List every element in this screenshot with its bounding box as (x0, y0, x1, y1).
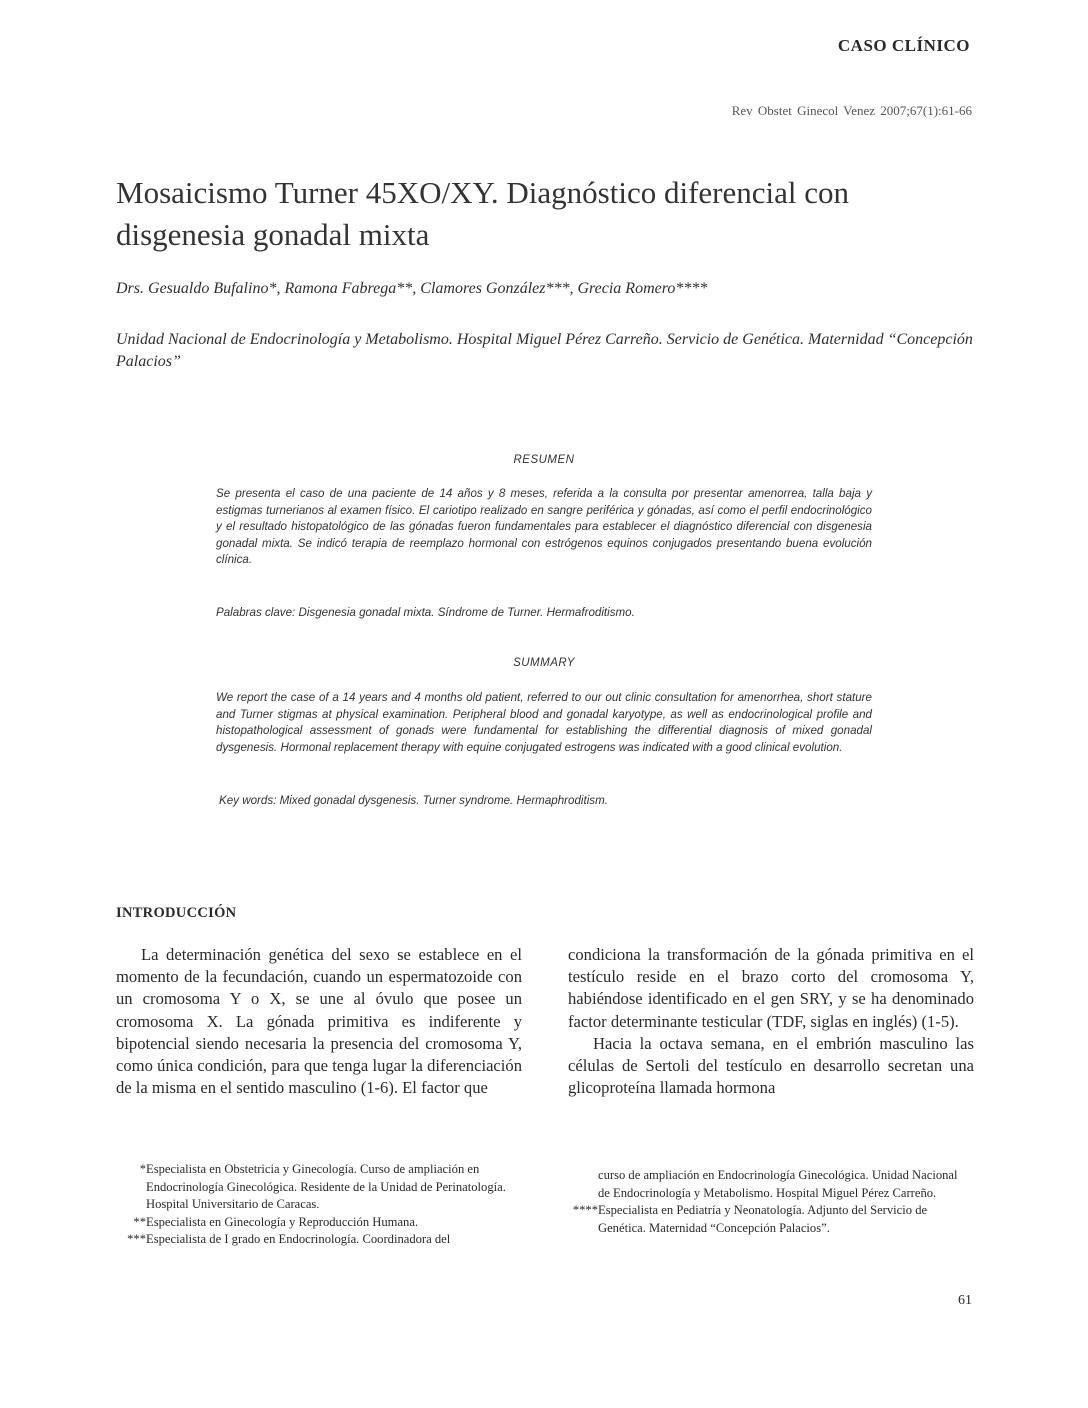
resumen-text: Se presenta el caso de una paciente de 14 años y 8 meses, referida a la consulta por presentar amenorrea, talla baja y estigmas turnerianos al examen físico. El cariotipo realizado en sangre periférica y gónadas, así como el perfil endocrinológico y el resultado histopatológico de las gónadas fueron fundamentales para establecer el diagnóstico diferencial con disgenesia gonadal mixta. Se indicó terapia de reemplazo hormonal con estrógenos equinos conjugados presentando buena evolución clínica. (216, 487, 872, 566)
body-paragraph: Hacia la octava semana, en el embrión masculino las células de Sertoli del testículo en desarrollo secretan una glicoproteína llamada hormona (568, 1033, 974, 1098)
footnotes-right (562, 1167, 972, 1237)
summary-keywords: Key words: Mixed gonadal dysgenesis. Turner syndrome. Hermaphroditism. (219, 794, 608, 807)
footnote-text: Especialista en Obstetricia y Ginecología. Curso de ampliación en Endocrinología Ginecológica. Residente de la Unidad de Perinatología. Hospital Universitario de Caracas. (146, 1162, 506, 1211)
resumen-keywords: Palabras clave: Disgenesia gonadal mixta. Síndrome de Turner. Hermafroditismo. (216, 606, 635, 619)
footnote-text: Especialista en Ginecología y Reproducción Humana. (146, 1214, 419, 1229)
footnote-continuation: curso de ampliación en Endocrinología Ginecológica. Unidad Nacional de Endocrinología y Metabolismo. Hospital Miguel Pérez Carreño. (598, 1168, 958, 1200)
author-list: Drs. Gesualdo Bufalino*, Ramona Fabrega**, Clamores González***, Grecia Romero**** (116, 280, 708, 297)
footnote-text: Especialista de I grado en Endocrinología. Coordinadora del (146, 1232, 451, 1246)
journal-citation: Rev Obstet Ginecol Venez 2007;67(1):61-66 (731, 103, 972, 118)
footnote (116, 1231, 526, 1249)
body-column-left (116, 944, 522, 1099)
body-paragraph: La determinación genética del sexo se establece en el momento de la fecundación, cuando un espermatozoide con un cromosoma Y o X, se une al óvulo que posee un cromosoma X. La gónada primitiva es indiferente y bipotencial siendo necesaria la presencia del cromosoma Y, como única condición, para que tenga lugar la diferenciación de la misma en el sentido masculino (1-6). El factor que (116, 945, 522, 1098)
affiliation: Unidad Nacional de Endocrinología y Metabolismo. Hospital Miguel Pérez Carreño. Servicio de Genética. Maternidad “Concepción Palacios” (116, 331, 973, 370)
footnote (116, 1161, 526, 1214)
footnote (562, 1202, 972, 1237)
page-number: 61 (958, 1293, 972, 1308)
resumen-heading: RESUMEN (513, 454, 575, 466)
footnote-text: Especialista en Pediatría y Neonatología. Adjunto del Servicio de Genética. Maternidad “Concepción Palacios”. (598, 1203, 928, 1235)
footnote-marker: ** (133, 1214, 146, 1229)
footnote-marker: **** (572, 1203, 598, 1217)
summary-text: We report the case of a 14 years and 4 months old patient, referred to our out clinic consultation for amenorrhea, short stature and Turner stigmas at physical examination. Peripheral blood and gonadal karyotype, as well as endocrinological profile and histopathological assessment of gonads were fundamental for establishing the differential diagnosis of mixed gonadal dysgenesis. Hormonal replacement therapy with equine conjugated estrogens was indicated with a good clinical evolution. (216, 691, 872, 754)
footnote (116, 1214, 526, 1232)
section-tag: CASO CLÍNICO (837, 36, 970, 55)
body-column-right (568, 944, 974, 1099)
footnotes-left (116, 1161, 526, 1249)
footnote-marker: *** (127, 1232, 146, 1246)
summary-heading: SUMMARY (513, 657, 575, 669)
body-paragraph: condiciona la transformación de la gónada primitiva en el testículo reside en el brazo corto del cromosoma Y, habiéndose identificado en el gen SRY, y se ha denominado factor determinante testicular (TDF, siglas en inglés) (1-5). (568, 945, 974, 1031)
introduction-heading: INTRODUCCIÓN (116, 905, 237, 921)
article-title: Mosaicismo Turner 45XO/XY. Diagnóstico diferencial con disgenesia gonadal mixta (116, 175, 849, 252)
footnote-marker: * (139, 1162, 146, 1176)
